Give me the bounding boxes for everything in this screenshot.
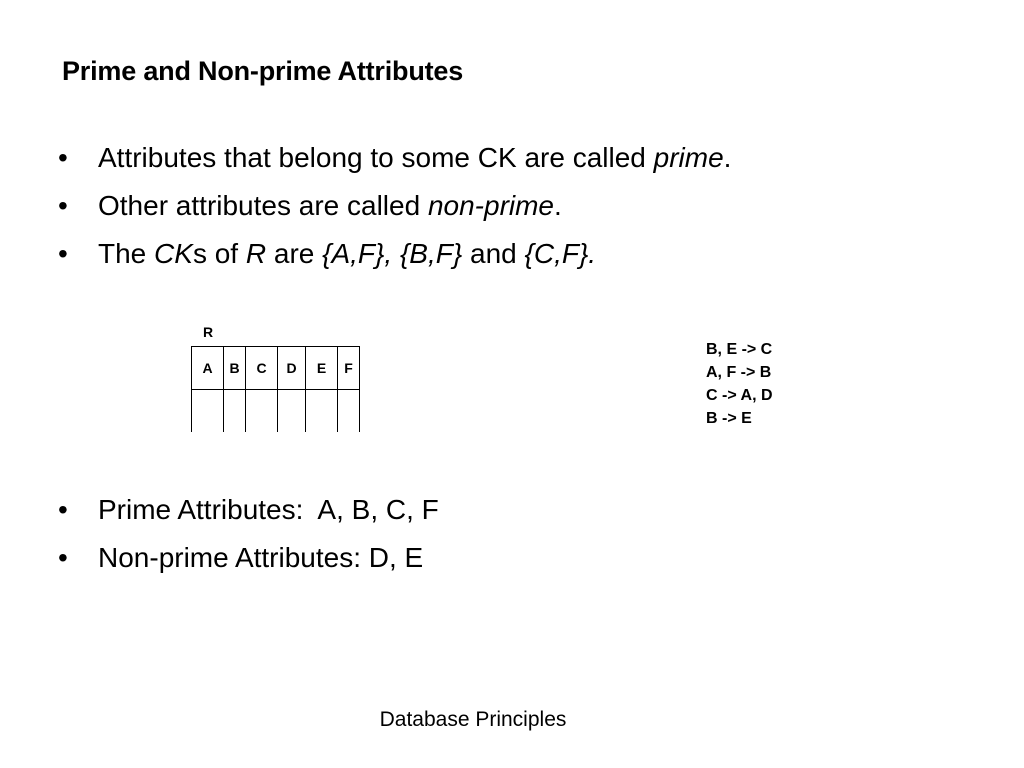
fd-item: A, F -> B xyxy=(706,364,772,381)
bullet-item xyxy=(56,230,731,278)
attribute-header-row xyxy=(192,347,360,390)
attribute-cell: B xyxy=(224,347,246,390)
bullet-text: Prime Attributes: A, B, C, F xyxy=(98,494,439,525)
empty-cell xyxy=(278,390,306,433)
result-bullet-list xyxy=(56,486,439,582)
italic-term: CK xyxy=(154,238,193,269)
fd-item: C -> A, D xyxy=(706,387,773,404)
slide-footer: Database Principles xyxy=(379,708,567,731)
bullet-marker: • xyxy=(58,494,68,525)
fd-item: B, E -> C xyxy=(706,341,773,358)
attribute-cell: F xyxy=(338,347,360,390)
bullet-marker: • xyxy=(58,190,68,221)
text-segment: Attributes that belong to some CK are called xyxy=(98,142,654,173)
bullet-text: Non-prime Attributes: D, E xyxy=(98,542,424,573)
slide-title: Prime and Non-prime Attributes xyxy=(62,56,464,86)
functional-dependencies xyxy=(706,338,773,430)
attribute-cell: E xyxy=(306,347,338,390)
bullet-marker: • xyxy=(58,238,68,269)
empty-cell xyxy=(192,390,224,433)
relation-name: R xyxy=(203,324,214,340)
text-segment: and xyxy=(462,238,525,269)
italic-term: prime xyxy=(653,142,724,173)
bullet-marker: • xyxy=(58,142,68,173)
bullet-item xyxy=(56,534,439,582)
bullet-item xyxy=(56,182,731,230)
text-segment: . xyxy=(723,142,732,173)
attribute-cell: C xyxy=(246,347,278,390)
text-segment: are xyxy=(266,238,323,269)
text-segment: s of xyxy=(192,238,246,269)
bullet-item xyxy=(56,134,731,182)
empty-tuple-row xyxy=(192,390,360,433)
bullet-text xyxy=(98,142,731,173)
relation-schema-table xyxy=(191,346,360,432)
bullet-marker: • xyxy=(58,542,68,573)
empty-cell xyxy=(224,390,246,433)
text-segment: Other attributes are called xyxy=(98,190,428,221)
empty-cell xyxy=(306,390,338,433)
italic-term: non-prime xyxy=(427,190,555,221)
empty-cell xyxy=(338,390,360,433)
empty-cell xyxy=(246,390,278,433)
italic-term: R xyxy=(245,238,267,269)
definition-bullet-list xyxy=(56,134,731,278)
text-segment: . xyxy=(554,190,562,221)
italic-term: {C,F}. xyxy=(524,238,597,269)
italic-term: {A,F}, {B,F} xyxy=(322,238,463,269)
bullet-item xyxy=(56,486,439,534)
attribute-cell: D xyxy=(278,347,306,390)
bullet-text xyxy=(98,190,562,221)
bullet-text xyxy=(98,238,596,269)
fd-item: B -> E xyxy=(706,410,752,427)
attribute-cell: A xyxy=(192,347,224,390)
text-segment: The xyxy=(98,238,155,269)
